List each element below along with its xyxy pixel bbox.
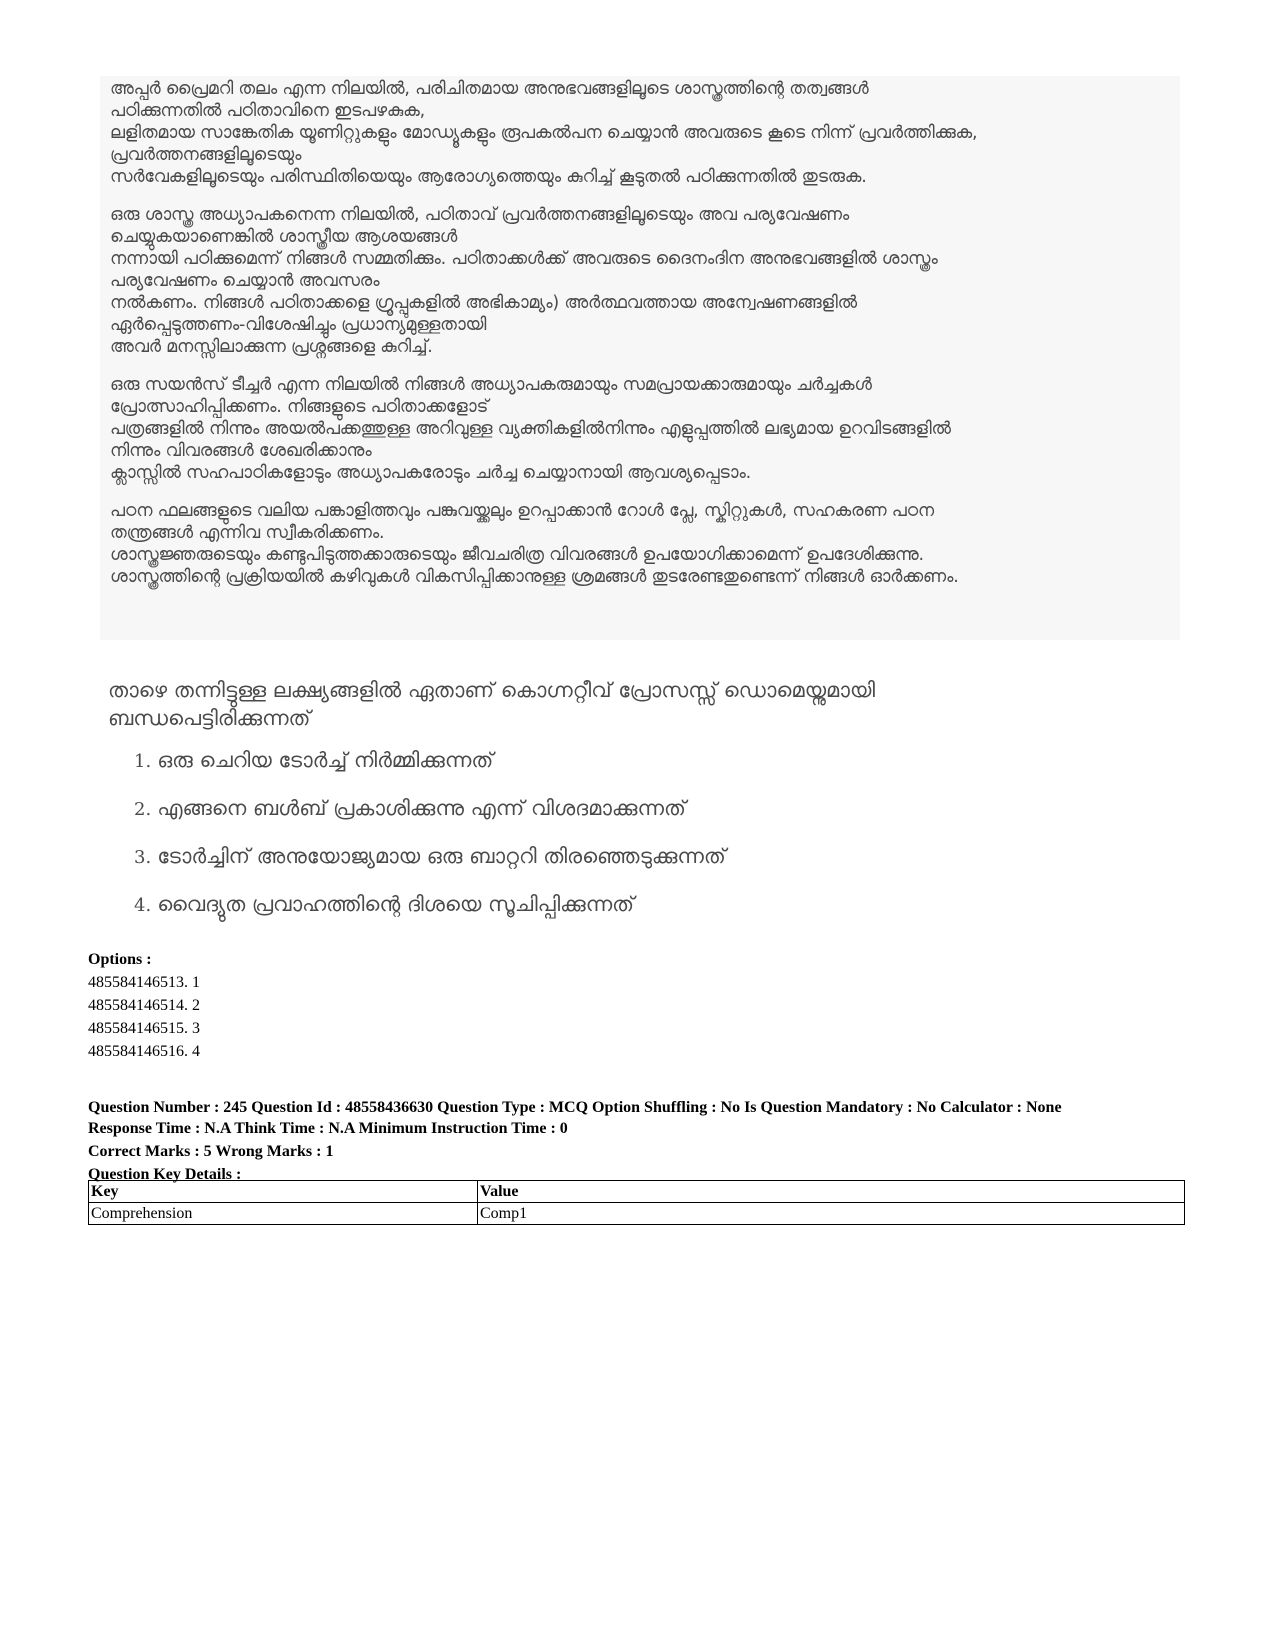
passage-line: ഒരു സയൻസ് ടീച്ചർ എന്ന നിലയിൽ നിങ്ങൾ അധ്യാപകരുമായും സമപ്രായക്കാരുമായും ചർച്ചകൾ xyxy=(110,375,872,395)
question-meta xyxy=(88,1097,1188,1185)
table-row xyxy=(89,1203,1185,1225)
passage-line: പ്രോത്സാഹിപ്പിക്കണം. നിങ്ങളുടെ പഠിതാക്കളോട് xyxy=(110,397,489,417)
question-meta-line: Response Time : N.A Think Time : N.A Minimum Instruction Time : 0 xyxy=(88,1120,568,1137)
options-block xyxy=(88,948,200,1063)
passage-line: തന്ത്രങ്ങൾ എന്നിവ സ്വീകരിക്കണം. xyxy=(110,523,385,543)
option-item: 485584146515. 3 xyxy=(88,1020,200,1037)
option-item: 485584146514. 2 xyxy=(88,997,200,1014)
table-cell-value: Comp1 xyxy=(478,1203,1185,1225)
question-statement-list xyxy=(134,746,726,938)
passage-line: അപ്പർ പ്രൈമറി തലം എന്ന നിലയിൽ, പരിചിതമായ അനുഭവങ്ങളിലൂടെ ശാസ്ത്രത്തിന്റെ തത്വങ്ങൾ xyxy=(110,79,869,99)
question-meta-line: Question Number : 245 Question Id : 48558436630 Question Type : MCQ Option Shuffling : No Is Question Mandatory : No Calculator : None xyxy=(88,1099,1062,1116)
question-statement xyxy=(134,842,726,890)
statement-text: എങ്ങനെ ബൾബ് പ്രകാശിക്കുന്നു എന്ന് വിശദമാക്കുന്നത് xyxy=(157,796,686,820)
passage-line: പര്യവേഷണം ചെയ്യാൻ അവസരം xyxy=(110,271,380,291)
passage-line: ഏർപ്പെടുത്തണം-വിശേഷിച്ചും പ്രധാന്യമുള്ളതായി xyxy=(110,315,487,335)
passage-line: നൽകണം. നിങ്ങൾ പഠിതാക്കളെ ഗ്രൂപ്പുകളിൽ അഭികാമ്യം) അർത്ഥവത്തായ അന്വേഷണങ്ങളിൽ xyxy=(110,293,857,313)
option-item: 485584146516. 4 xyxy=(88,1043,200,1060)
passage-paragraph-1 xyxy=(110,78,1170,188)
passage-paragraph-3 xyxy=(110,374,1170,484)
statement-text: ടോർച്ചിന് അനുയോജ്യമായ ഒരു ബാറ്ററി തിരഞ്ഞെടുക്കുന്നത് xyxy=(157,844,726,868)
column-header-key: Key xyxy=(89,1181,478,1203)
options-label: Options : xyxy=(88,951,152,968)
passage-line: സർവേകളിലൂടെയും പരിസ്ഥിതിയെയും ആരോഗ്യത്തെയും കുറിച്ച് കൂടുതൽ പഠിക്കുന്നതിൽ തുടരുക. xyxy=(110,167,867,187)
statement-text: വൈദ്യുത പ്രവാഹത്തിന്റെ ദിശയെ സൂചിപ്പിക്കുന്നത് xyxy=(157,892,635,916)
passage-line: ശാസ്ത്രജ്ഞരുടെയും കണ്ടുപിടുത്തക്കാരുടെയും ജീവചരിത്ര വിവരങ്ങൾ ഉപയോഗിക്കാമെന്ന് ഉപദേശിക്കുന്നു. xyxy=(110,545,924,565)
question-statement xyxy=(134,890,726,938)
question-line: താഴെ തന്നിട്ടുള്ള ലക്ഷ്യങ്ങളിൽ ഏതാണ് കൊഗ്നറ്റീവ് പ്രോസസ്സ് ഡൊമെയ്നുമായി xyxy=(108,678,876,702)
question-statement xyxy=(134,746,726,794)
option-item: 485584146513. 1 xyxy=(88,974,200,991)
key-details-label: Question Key Details : xyxy=(88,1166,242,1183)
statement-number: 1. xyxy=(134,751,152,772)
statement-number: 2. xyxy=(134,799,152,820)
passage-paragraph-4 xyxy=(110,500,1170,588)
statement-number: 4. xyxy=(134,895,152,916)
passage-line: നിന്നും വിവരങ്ങൾ ശേഖരിക്കാനും xyxy=(110,441,372,461)
passage-line: പഠന ഫലങ്ങളുടെ വലിയ പങ്കാളിത്തവും പങ്കുവയ്ക്കലും ഉറപ്പാക്കാൻ റോൾ പ്ലേ, സ്കിറ്റുകൾ, സഹകരണ പഠന xyxy=(110,501,934,521)
statement-text: ഒരു ചെറിയ ടോർച്ച് നിർമ്മിക്കുന്നത് xyxy=(157,748,494,772)
passage-line: അവർ മനസ്സിലാക്കുന്ന പ്രശ്നങ്ങളെ കുറിച്ച്. xyxy=(110,337,433,357)
passage-line: ചെയ്യുകയാണെങ്കിൽ ശാസ്ത്രീയ ആശയങ്ങൾ xyxy=(110,227,458,247)
passage-line: പത്രങ്ങളിൽ നിന്നും അയൽപക്കത്തുള്ള അറിവുള്ള വ്യക്തികളിൽനിന്നും എളുപ്പത്തിൽ ലഭ്യമായ ഉറവിടങ്ങളിൽ xyxy=(110,419,951,439)
passage-line: ലളിതമായ സാങ്കേതിക യൂണിറ്റുകളും മോഡ്യൂകളും രൂപകൽപന ചെയ്യാൻ അവരുടെ കൂടെ നിന്ന് പ്രവർത്തിക്കുക, xyxy=(110,123,978,143)
statement-number: 3. xyxy=(134,847,152,868)
passage-line: ക്ലാസ്സിൽ സഹപാഠികളോടും അധ്യാപകരോടും ചർച്ച ചെയ്യാനായി ആവശ്യപ്പെടാം. xyxy=(110,463,752,483)
table-header-row xyxy=(89,1181,1185,1203)
question-statement xyxy=(134,794,726,842)
passage-paragraph-2 xyxy=(110,204,1170,358)
table-cell-key: Comprehension xyxy=(89,1203,478,1225)
question-line: ബന്ധപെട്ടിരിക്കുന്നത് xyxy=(108,706,311,730)
question-text xyxy=(108,676,875,732)
passage-line: പ്രവർത്തനങ്ങളിലൂടെയും xyxy=(110,145,302,165)
passage-line: ശാസ്ത്രത്തിന്റെ പ്രക്രിയയിൽ കഴിവുകൾ വികസിപ്പിക്കാനുള്ള ശ്രമങ്ങൾ തുടരേണ്ടതുണ്ടെന്ന് നിങ്ങൾ ഓർക്കണം. xyxy=(110,567,959,587)
passage-image xyxy=(100,76,1180,640)
question-image xyxy=(100,676,1000,930)
passage-line: ഒരു ശാസ്ത്ര അധ്യാപകനെന്ന നിലയിൽ, പഠിതാവ് പ്രവർത്തനങ്ങളിലൂടെയും അവ പര്യവേഷണം xyxy=(110,205,850,225)
column-header-value: Value xyxy=(478,1181,1185,1203)
passage-line: നന്നായി പഠിക്കുമെന്ന് നിങ്ങൾ സമ്മതിക്കും. പഠിതാക്കൾക്ക് അവരുടെ ദൈനംദിന അനുഭവങ്ങളിൽ ശാസ്ത്രം xyxy=(110,249,938,269)
passage-line: പഠിക്കുന്നതിൽ പഠിതാവിനെ ഇടപഴകുക, xyxy=(110,101,425,121)
key-details-table xyxy=(88,1180,1185,1225)
marks-line: Correct Marks : 5 Wrong Marks : 1 xyxy=(88,1143,334,1160)
